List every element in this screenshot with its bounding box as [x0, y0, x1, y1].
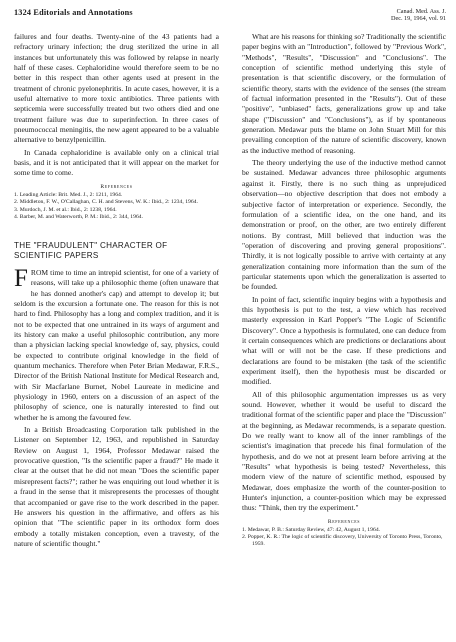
journal-citation: [391, 8, 446, 22]
article-title: [14, 241, 219, 262]
journal-name: Canad. Med. Ass. J.: [396, 8, 446, 15]
reference-item: 3. Murdoch, J. M. et al.: Ibid., 2: 1238, 1964.: [14, 206, 117, 213]
references-list: [242, 527, 446, 548]
reference-item: 1. Leading Article: Brit. Med. J., 2: 1211, 1964.: [14, 191, 123, 198]
page-number-section-title: 1324 Editorials and Annotations: [14, 8, 133, 17]
paragraph: failures and four deaths. Twenty-nine of the 43 patients had a refractory urinary infection; the drug sterilized the urine in all instances but unfortunately this was followed by relapse in nearly half of these cases. Cephaloridine would therefore seem to be no better in this respect than other agents used at present in the treatment of chronic pyelonephritis. In acute cases, however, it is a useful alternative to more toxic antibiotics. Three patients with septicemia were successfully treated but two others died and one treatment failure was due to superinfection. In three cases of pneumococcal meningitis, the new agent appeared to be a valuable alternative to benzylpenicillin.: [14, 32, 219, 145]
reference-item: 2. Middleton, F. W., O'Callaghan, C. H. and Stevens, W. K.: Ibid., 2: 1234, 1964.: [14, 199, 198, 206]
paragraph: What are his reasons for thinking so? Traditionally the scientific paper begins with an "Introduction", followed by "Previous Work", "Methods", "Results", "Discussion" and "Conclusions". The conception of scientific method underlying this style of presentation is that scientific discovery, or the formulation of scientific theory, starts with the evidence of the senses (the stream of factual information presented in the "Results"). Out of these "positive", "unbiased" facts, generalizations grow up and take shape ("Discussion" and "Conclusions"), as if by spontaneous generation. Medawar puts the blame on John Stuart Mill for this prevailing conception of the nature of scientific discovery, known as the inductive method of reasoning.: [242, 32, 446, 155]
left-column: [14, 32, 219, 551]
reference-item: 2. Popper, K. R.: The logic of scientific discovery, University of Toronto Press, Toronto, 1959.: [242, 534, 443, 548]
right-column: [242, 32, 446, 549]
references-heading: References: [327, 518, 361, 525]
article-title-line: SCIENTIFIC PAPERS: [14, 251, 99, 261]
paragraph: In point of fact, scientific inquiry begins with a hypothesis and this hypothesis is put to the test, a view which has received masterly expression in Karl Popper's "The Logic of Scientific Discovery". Once a hypothesis is formulated, one can deduce from it certain consequences which are predictions or declarations about what will or will not be the case. If these predictions and declarations are found to be mistaken (the task of the scientific experiment itself), then the hypothesis must be discarded or modified.: [242, 294, 446, 387]
journal-issue-date: Dec. 19, 1964, vol. 91: [391, 15, 446, 23]
drop-cap: F: [14, 264, 28, 292]
paragraph: ROM time to time an intrepid scientist, for one of a variety of reasons, will take up a philosophic theme (often unaware that he has donned another's cap) and attempt to develop it; but seldom is the excursion a fortunate one. The reason for this is not hard to find. Philosophy has a long and complex tradition, and it is not to be expected that one untrained in its ways of argument and its history can make a useful philosophic contribution, any more than a physician lacking special knowledge of, say, physics, could be expected to contribute original knowledge in the field of quantum mechanics. Therefore when Peter Brian Medawar, F.R.S., Director of the British National Institute for Medical Research and, with Sir Macfarlane Burnet, Nobel Laureate in medicine and physiology in 1960, enters on a discussion of an aspect of the philosophy of science, one is naturally interested to find out whether he is among the favoured few.: [14, 267, 219, 422]
article-title-line: THE "FRAUDULENT" CHARACTER OF: [14, 240, 168, 250]
article-opening: [14, 264, 219, 423]
paragraph: In Canada cephaloridine is available only on a clinical trial basis, and it is not anticipated that it will appear on the market for some time to come.: [14, 147, 219, 178]
paragraph: All of this philosophic argumentation impresses us as very sound. However, whether it would be useful to discard the traditional format of the scientific paper and place the "Discussion" at the beginning, as Medawar recommends, is a separate question. Do we really want to know all of the inner ramblings of the scientist's imagination that precede his final formulation of the hypothesis, and do we not at present learn before arriving at the "Results" what hypothesis is being tested? Nevertheless, this modern view of the nature of scientific method, espoused by Medawar, does emphasize the worth of the counter-position to Hunter's injunction, a counter-position which may be expressed thus: "Think, then try the experiment.": [242, 389, 446, 513]
references-list: [14, 192, 219, 221]
reference-item: 4. Barber, M. and Waterworth, P. M.: Ibid., 2: 344, 1964.: [14, 214, 144, 221]
references-heading: References: [100, 183, 133, 190]
paragraph: In a British Broadcasting Corporation talk published in the Listener on September 12, 1963, and republished in Saturday Review on August 1, 1964, Professor Medawar raised the provocative question, "Is the scientific paper a fraud?" He made it clear at the outset that he did not mean "Does the scientific paper misrepresent facts?"; rather he was enquiring out loud whether it is a fraud in the sense that it misrepresents the processes of thought that accompanied or gave rise to the work described in the paper. He answers his question in the affirmative, and offers as his opinion that "The scientific paper in its orthodox form does embody a totally mistaken conception, even a travesty, of the nature of scientific thought.": [14, 425, 219, 548]
reference-item: 1. Medawar, P. B.: Saturday Review, 47: 42, August 1, 1964.: [242, 526, 381, 533]
page-header: [14, 8, 446, 30]
paragraph: The theory underlying the use of the inductive method cannot be sustained. Medawar advances three philosophic arguments against it. Firstly, there is no such thing as unprejudiced observation—no objective description that does not embody a subjective factor of interpretation or experience. Secondly, the formulation of a scientific idea, on the one hand, and its demonstration or proof, on the other, are two entirely different notions. By contrast, Mill believed that induction was the "operation of discovering and proving general propositions". Thirdly, it is not logically possible to arrive with certainty at any generalization containing more information than the sum of the particular statements upon which the generalization is asserted to be founded.: [242, 158, 446, 292]
